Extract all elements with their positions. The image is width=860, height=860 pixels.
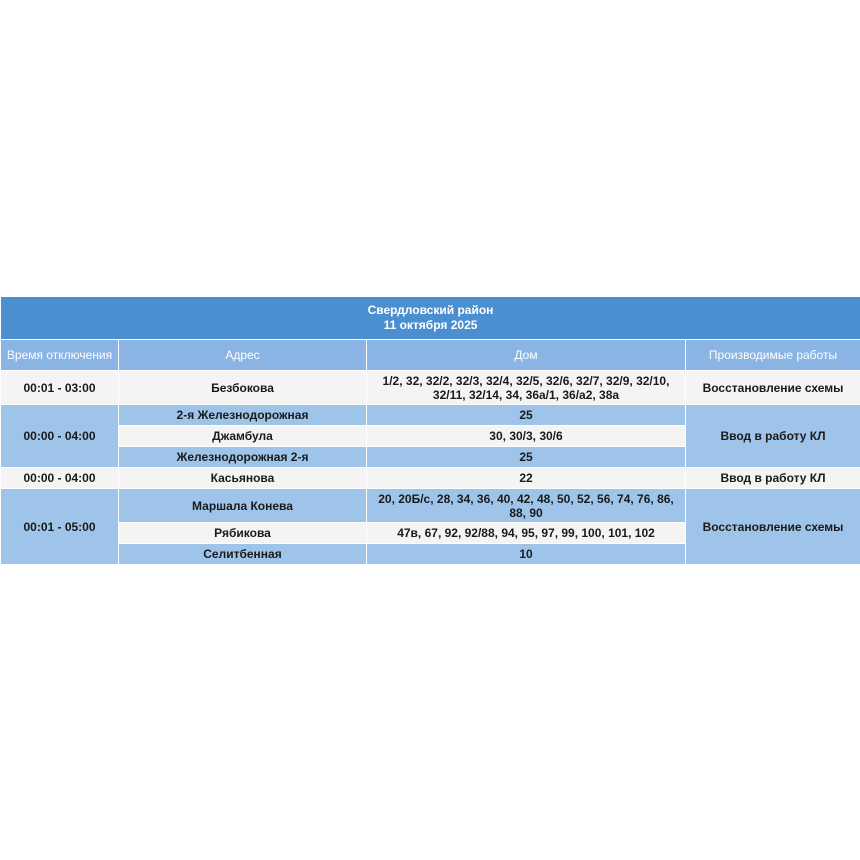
works-cell: Ввод в работу КЛ (686, 468, 860, 489)
house-cell: 1/2, 32, 32/2, 32/3, 32/4, 32/5, 32/6, 32/7, 32/9, 32/10, 32/11, 32/14, 34, 36а/1, 36/а2, 38а (367, 371, 686, 405)
house-cell: 20, 20Б/с, 28, 34, 36, 40, 42, 48, 50, 52, 56, 74, 76, 86, 88, 90 (367, 489, 686, 523)
header-address: Адрес (119, 340, 367, 371)
time-cell: 00:01 - 05:00 (1, 489, 119, 565)
address-cell: Касьянова (119, 468, 367, 489)
schedule-date: 11 октября 2025 (383, 318, 478, 332)
house-cell: 25 (367, 405, 686, 426)
address-cell: Безбокова (119, 371, 367, 405)
address-cell: Джамбула (119, 426, 367, 447)
address-cell: Рябикова (119, 523, 367, 544)
outage-table (0, 296, 860, 565)
house-cell: 22 (367, 468, 686, 489)
time-cell: 00:00 - 04:00 (1, 468, 119, 489)
address-cell: Селитбенная (119, 544, 367, 565)
district-name: Свердловский район (367, 303, 494, 317)
table-title (1, 297, 860, 340)
header-house: Дом (367, 340, 686, 371)
time-cell: 00:00 - 04:00 (1, 405, 119, 468)
house-cell: 30, 30/3, 30/6 (367, 426, 686, 447)
house-cell: 25 (367, 447, 686, 468)
works-cell: Ввод в работу КЛ (686, 405, 860, 468)
table-row (1, 468, 860, 489)
works-cell: Восстановление схемы (686, 489, 860, 565)
table-row (1, 371, 860, 405)
works-cell: Восстановление схемы (686, 371, 860, 405)
outage-table-container (0, 296, 860, 565)
table-header-row (1, 340, 860, 371)
address-cell: Маршала Конева (119, 489, 367, 523)
house-cell: 47в, 67, 92, 92/88, 94, 95, 97, 99, 100, 101, 102 (367, 523, 686, 544)
header-works: Производимые работы (686, 340, 860, 371)
time-cell: 00:01 - 03:00 (1, 371, 119, 405)
header-time: Время отключения (1, 340, 119, 371)
address-cell: 2-я Железнодорожная (119, 405, 367, 426)
table-row (1, 489, 860, 523)
address-cell: Железнодорожная 2-я (119, 447, 367, 468)
house-cell: 10 (367, 544, 686, 565)
table-row (1, 405, 860, 426)
table-title-row (1, 297, 860, 340)
